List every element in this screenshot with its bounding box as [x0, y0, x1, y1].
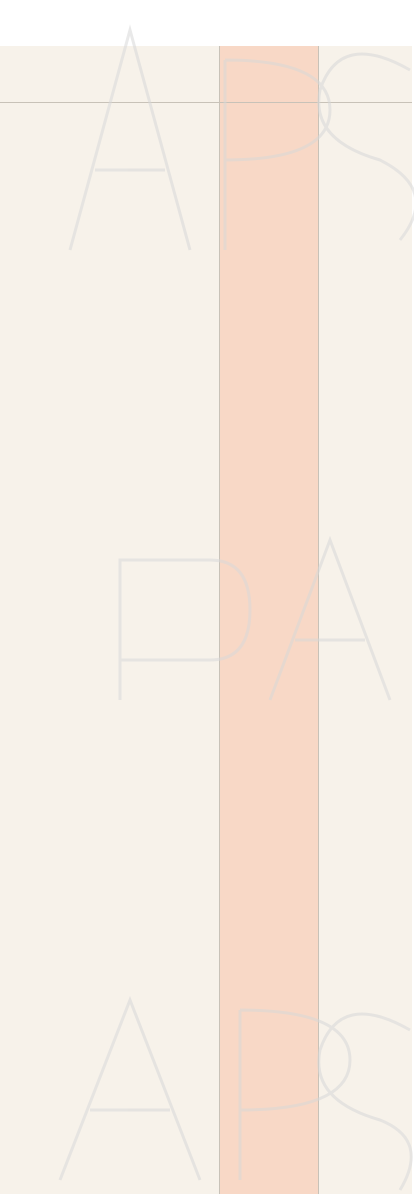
column-divider	[219, 46, 220, 1194]
total-column-highlight	[220, 46, 318, 1194]
income-table	[0, 46, 412, 1194]
column-divider	[318, 46, 319, 1194]
table-header	[0, 46, 412, 103]
